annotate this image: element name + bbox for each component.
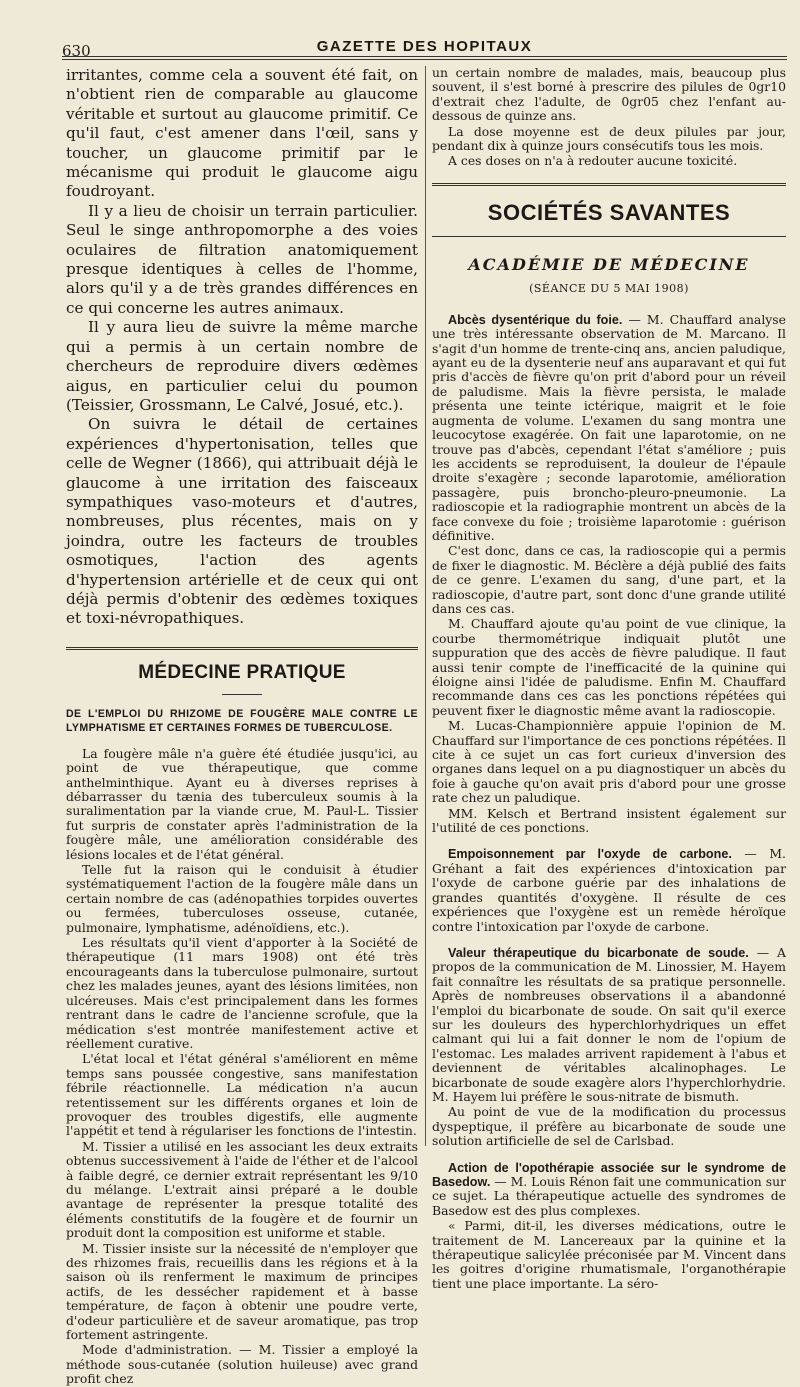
academie-report bbox=[432, 313, 786, 1291]
fougere-article-continued bbox=[432, 66, 786, 169]
paragraph: C'est donc, dans ce cas, la radioscopie qui a permis de fixer le diagnostic. M. Béclère a déjà publié des faits de ce genre. L'examen du sang, d'une part, et la radioscopie, d'autre part, sont donc d'une grande utilité dans ces cas. bbox=[432, 543, 786, 616]
section-title: MÉDECINE PRATIQUE bbox=[138, 661, 346, 683]
medecine-pratique-section bbox=[66, 647, 418, 695]
paragraph: Il y a lieu de choisir un terrain particulier. Seul le singe anthropomorphe a des voies oculaires de filtration anatomiquement presque identiques à celles de l'homme, alors qu'il y a de très grandes différences en ce qui concerne les autres animaux. bbox=[66, 201, 418, 317]
paragraph: M. Tissier a utilisé en les associant les deux extraits obtenus successivement à l'aide de l'éther et de l'alcool à faible degré, ce dernier extrait représentant les 9/10 du mélange. L'extrait ainsi préparé a le double avantage de représenter la presque totalité des éléments constitutifs de la fougère et de fournir un produit dont la composition est uniforme et stable. bbox=[66, 1138, 418, 1241]
paragraph: Mode d'administration. — M. Tissier a employé la méthode sous-cutanée (solution huileuse) avec grand profit chez bbox=[66, 1342, 418, 1387]
entry-title: Abcès dysentérique du foie. bbox=[448, 312, 623, 327]
glaucome-article-end bbox=[66, 66, 418, 629]
paragraph: M. Tissier insiste sur la nécessité de n'employer que des rhizomes frais, recueillis dans les régions et à la saison où ils renferment le maximum de principes actifs, de les dessécher rapidement et à basse température, de façon à obtenir une poudre verte, d'odeur particulière et de saveur aromatique, pas trop fortement astringente. bbox=[66, 1240, 418, 1343]
page-number: 630 bbox=[62, 42, 91, 60]
section-title: SOCIÉTÉS SAVANTES bbox=[487, 199, 731, 225]
entry-title: Valeur thérapeutique du bicarbonate de soude. bbox=[448, 945, 749, 960]
paragraph: un certain nombre de malades, mais, beaucoup plus souvent, il s'est borné à prescrire des pilules de 0gr10 d'extrait chez l'adulte, de 0gr05 chez l'enfant au-dessous de quinze ans. bbox=[432, 65, 786, 124]
paragraph: irritantes, comme cela a souvent été fait, on n'obtient rien de comparable au glaucome véritable et surtout au glaucome primitif. Ce qu'il faut, c'est amener dans l'œil, sans y toucher, un glaucome primitif par le mécanisme qui produit le glaucome aigu foudroyant. bbox=[66, 66, 418, 201]
column-divider bbox=[425, 66, 426, 1146]
paragraph: « Parmi, dit-il, les diverses médications, outre le traitement de M. Lancereaux par la quinine et la thérapeutique salicylée préconisée par M. Vincent dans les goitres d'origine rhumatismale, l'organothérapie tient une place importante. La séro- bbox=[432, 1218, 786, 1291]
right-column bbox=[432, 66, 786, 1291]
paragraph: M. Lucas-Championnière appuie l'opinion de M. Chauffard sur l'importance de ces ponctions répétées. Il cite à ce sujet un cas fort curieux d'inversion des organes dans lequel on a pu diagnostiquer un abcès du foie à gauche qu'on avait pris d'abord pour une grosse rate chez un paludique. bbox=[432, 718, 786, 806]
entry-text: — M. Gréhant a fait des expériences d'intoxication par l'oxyde de carbone guérie par des inhalations de grandes quantités d'oxygène. Il résulte de ces expériences que l'oxygène est un remède héroïque contre l'intoxication par l'oxyde de carbone. bbox=[432, 846, 786, 934]
societes-savantes-section bbox=[432, 200, 786, 226]
paragraph: Il y aura lieu de suivre la même marche qui a permis à un certain nombre de chercheurs de reproduire divers œdèmes aigus, en particulier celui du poumon (Teissier, Grossmann, Le Calvé, Josué, etc.). bbox=[66, 318, 418, 414]
entry-title: Empoisonnement par l'oxyde de carbone. bbox=[448, 847, 732, 862]
paragraph: M. Chauffard ajoute qu'au point de vue clinique, la courbe thermométrique indiquait plutôt une suppuration que des accès de fièvre paludique. Il faut aussi tenir compte de l'inefficacité de la quinine qui éloigne ainsi l'idée de paludisme. Enfin M. Chauffard recommande dans ces cas les ponctions répétées qui peuvent fixer le diagnostic même avant la radioscopie. bbox=[432, 616, 786, 718]
paragraph: MM. Kelsch et Bertrand insistent également sur l'utilité de ces ponctions. bbox=[432, 805, 786, 836]
paragraph: Au point de vue de la modification du processus dyspeptique, il préfère au bicarbonate de soude une solution artificielle de sel de Carlsbad. bbox=[432, 1104, 786, 1149]
entry-title: Action de l'opothérapie associée sur le syndrome de Basedow. bbox=[432, 1160, 786, 1189]
header-rule bbox=[62, 56, 787, 57]
paragraph: On suivra le détail de certaines expériences d'hypertonisation, telles que celle de Wegner (1866), qui attribuait déjà le glaucome à une irritation des faisceaux sympathiques vaso-moteurs et d'autres, nombreuses, plus récentes, mais on y joindra, outre les facteurs de troubles osmotiques, l'action des agents d'hypertension artérielle et de ceux qui ont déjà permis d'obtenir des œdèmes toxiques et toxi-névropathiques. bbox=[66, 415, 418, 628]
paragraph: La dose moyenne est de deux pilules par jour, pendant dix à quinze jours consécutifs tous les mois. bbox=[432, 123, 786, 154]
section-rule bbox=[432, 183, 786, 186]
fougere-article bbox=[66, 747, 418, 1387]
left-column bbox=[66, 66, 418, 1387]
section-underline bbox=[432, 236, 786, 237]
paragraph: L'état local et l'état général s'améliorent en même temps sans poussée congestive, sans manifestation fébrile réactionnelle. La médication n'a aucun retentissement sur les différents organes et loin de provoquer des troubles digestifs, elle augmente l'appétit et tend à régulariser les fonctions de l'intestin. bbox=[66, 1051, 418, 1139]
entry-text: — M. Louis Rénon fait une communication sur ce sujet. La thérapeutique actuelle des syndromes de Basedow est des plus complexes. bbox=[432, 1174, 786, 1218]
entry-text: — M. Chauffard analyse une très intéressante observation de M. Marcano. Il s'agit d'un homme de trente-cinq ans, ancien paludique, ayant eu de la dysenterie neuf ans auparavant et qui fut pris d'accès de fièvre qu'on prit d'abord pour un réveil de paludisme. Mais la fièvre persista, le malade présenta une teinte ictérique, maigrit et le foie augmenta de volume. L'examen du sang montra une leucocytose exagérée. On fait une laparotomie, on ne trouve pas d'abcès, cependant l'état s'améliore ; puis les accidents se reproduisent, la douleur de l'épaule droite s'exagère ; seconde laparotomie, amélioration passagère, puis broncho-pleuro-pneumonie. La radioscopie et la radiographie montrent un abcès de la face convexe du foie ; troisième laparotomie : guérison définitive. bbox=[432, 311, 786, 543]
entry-text: — A propos de la communication de M. Linossier, M. Hayem fait connaître les résultats de sa pratique personnelle. Après de nombreuses observations il a abandonné l'emploi du bicarbonate de soude. On sait qu'il exerce sur les douleurs des hyperchlorhydriques un effet calmant qui lui a fait donner le nom de l'opium de l'estomac. Les malades arrivent rapidement à l'abus et deviennent de véritables alcalinophages. Le bicarbonate de soude exagère alors l'hyperchlorhydrie. M. Hayem lui préfère le sous-nitrate de bismuth. bbox=[432, 944, 786, 1104]
paragraph: La fougère mâle n'a guère été étudiée jusqu'ici, au point de vue thérapeutique, que comme anthelminthique. Ayant eu à diverses reprises à débarrasser du tænia des tuberculeux soumis à la suralimentation par la viande crue, M. Paul-L. Tissier fut surpris de constater après l'administration de la fougère mâle, une amélioration considérable des lésions locales et de l'état général. bbox=[66, 745, 418, 862]
header-rule-second bbox=[62, 59, 787, 60]
article-subhead: DE L'EMPLOI DU RHIZOME DE FOUGÈRE MALE CONTRE LE LYMPHATISME ET CERTAINES FORMES DE TUBERCULOSE. bbox=[66, 707, 418, 734]
academie-heading: ACADÉMIE DE MÉDECINE bbox=[468, 254, 750, 274]
paragraph: Telle fut la raison qui le conduisit à étudier systématiquement l'action de la fougère mâle dans un certain nombre de cas (adénopathies torpides ouvertes ou fermées, tuberculoses osseuse, cutanée, pulmonaire, lymphatisme, adénoïdiens, etc.). bbox=[66, 862, 418, 935]
short-rule bbox=[222, 694, 262, 695]
running-title: GAZETTE DES HOPITAUX bbox=[316, 38, 533, 55]
seance-date: (SÉANCE DU 5 MAI 1908) bbox=[529, 281, 689, 295]
paragraph: A ces doses on n'a à redouter aucune toxicité. bbox=[448, 153, 738, 169]
paragraph: Les résultats qu'il vient d'apporter à la Société de thérapeutique (11 mars 1908) ont été très encourageants dans la tuberculose pulmonaire, surtout chez les malades jeunes, ayant des lésions limitées, non ulcéreuses. Mais c'est principalement dans les formes rentrant dans le cadre de l'ancienne scrofule, que la médication s'est montrée manifestement active et réellement curative. bbox=[66, 935, 418, 1051]
